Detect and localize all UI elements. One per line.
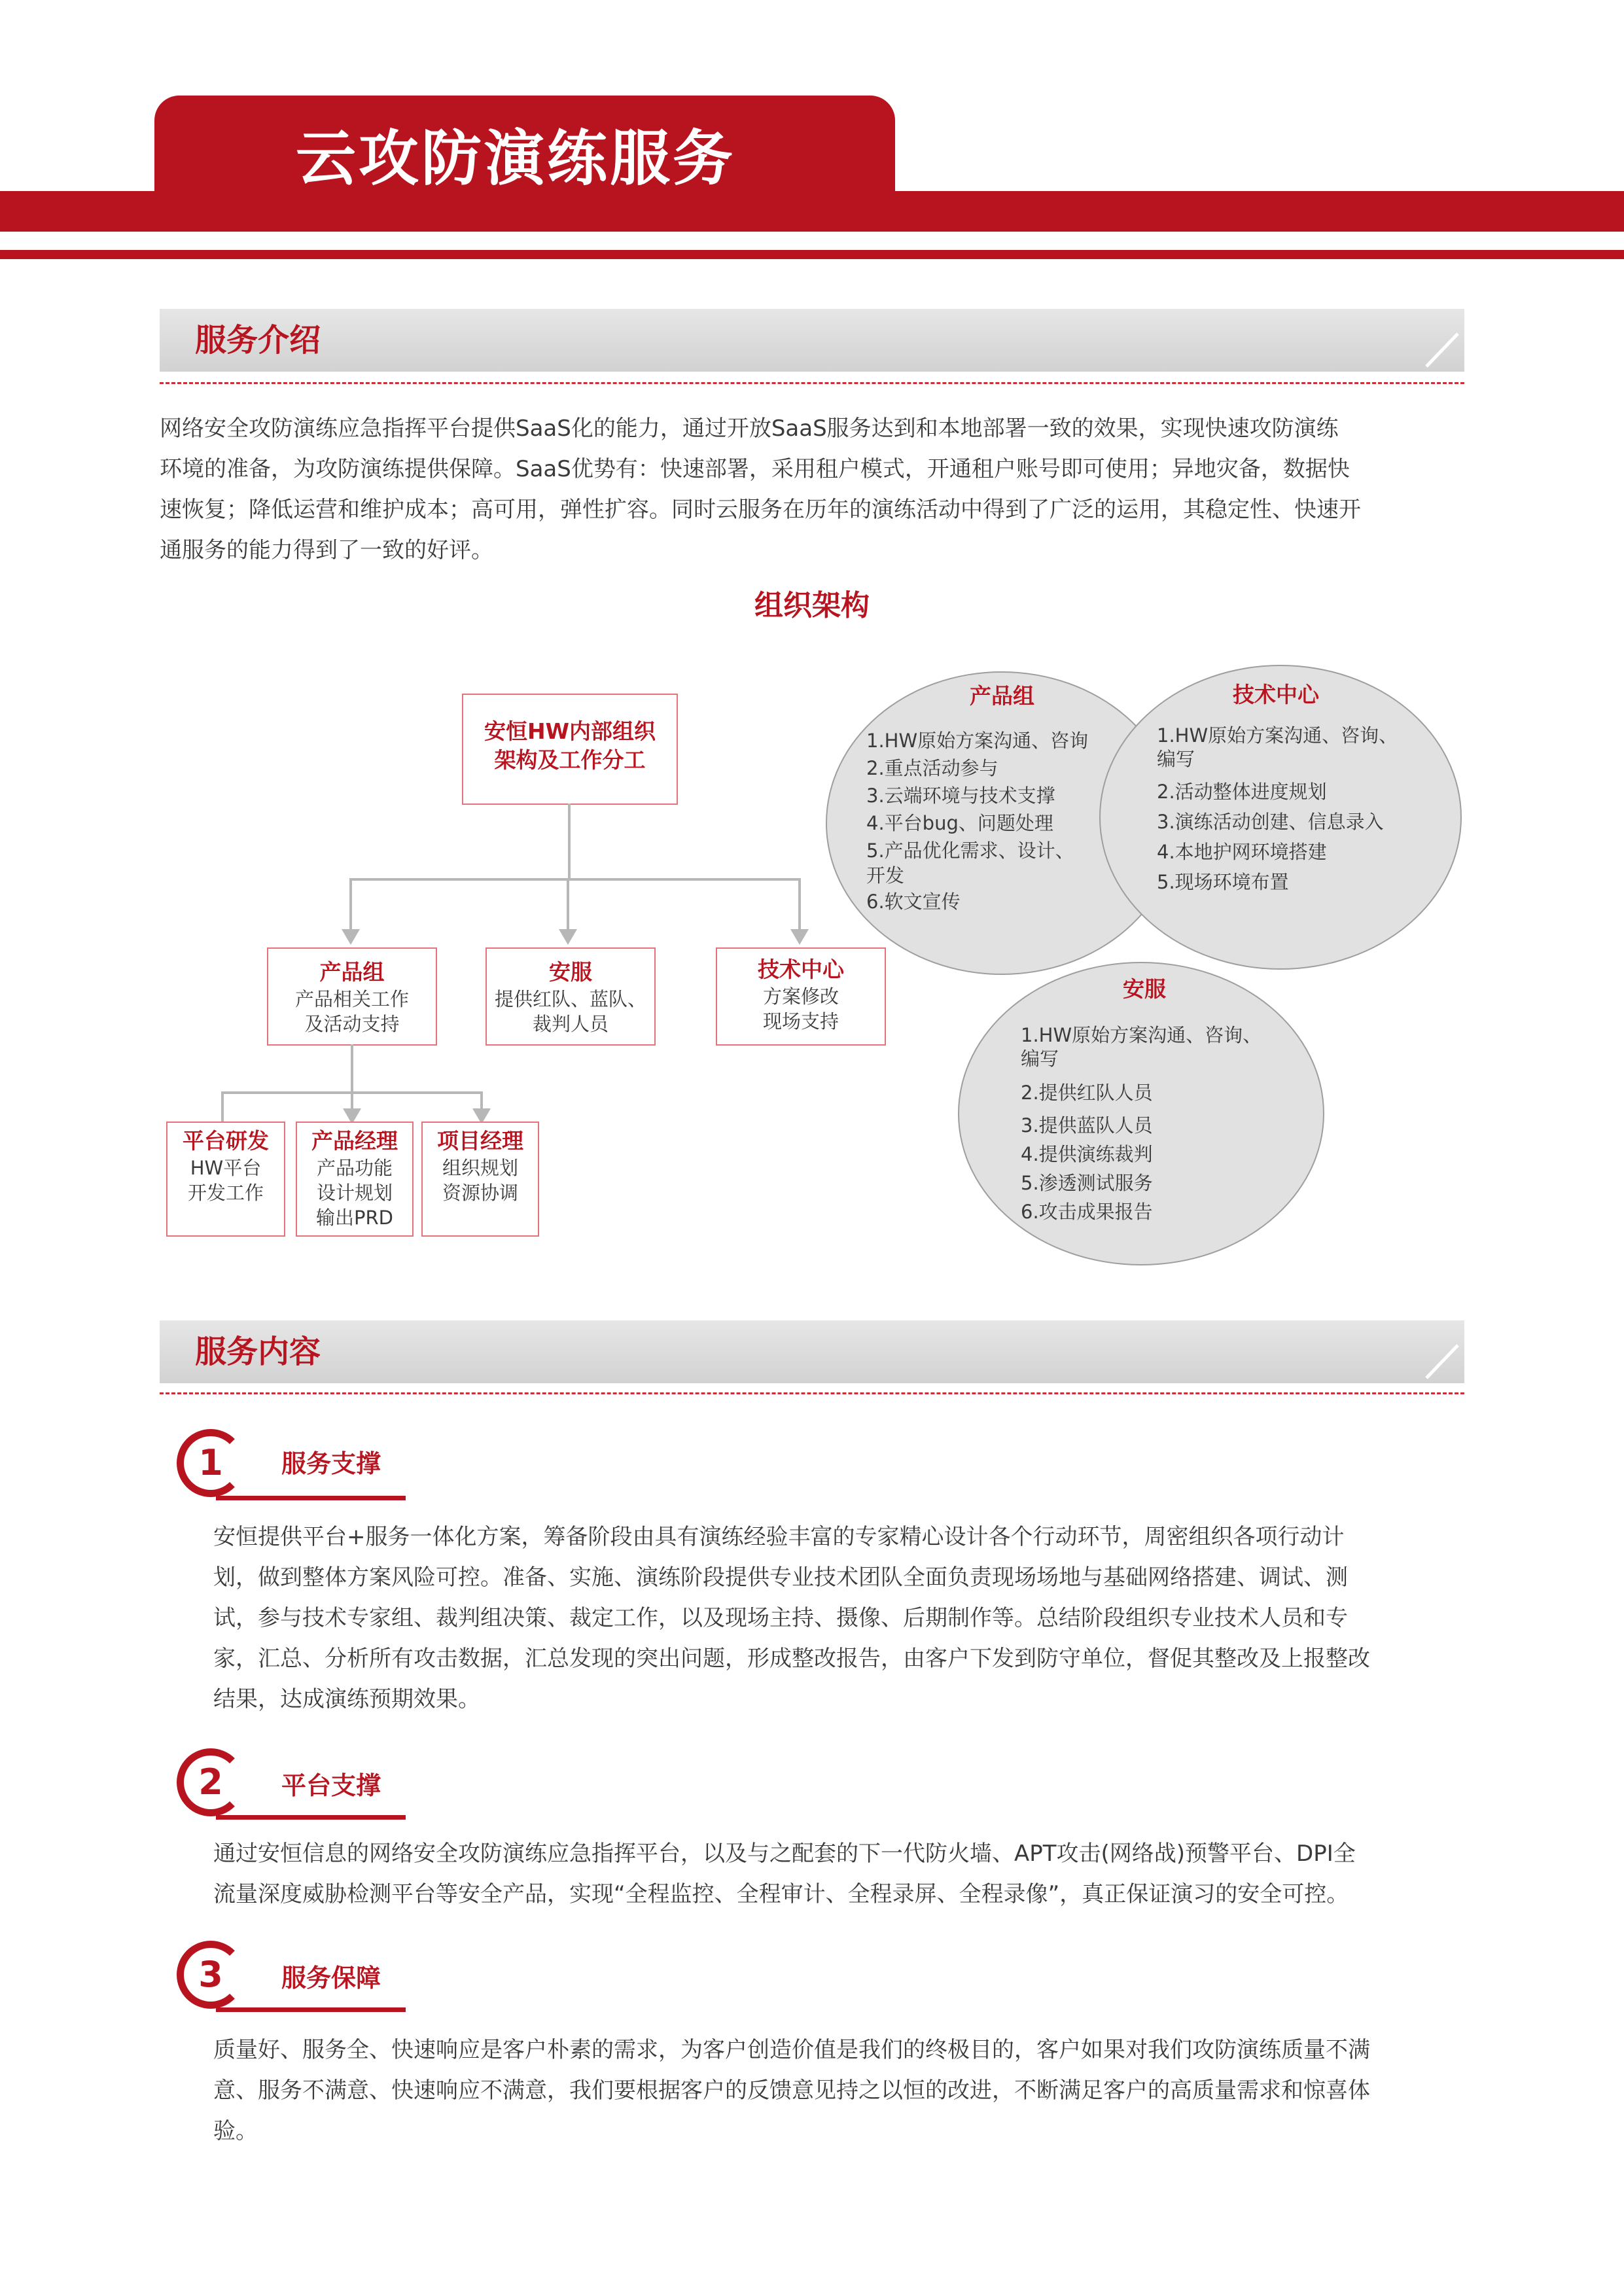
bubble-item: 1.HW原始方案沟通、咨询、 [1157, 724, 1398, 747]
bubble-item: 3.演练活动创建、信息录入 [1157, 811, 1384, 833]
section-divider [160, 382, 1464, 384]
bubble-item: 1.HW原始方案沟通、咨询 [866, 730, 1089, 752]
org-root-line: 安恒HW内部组织 [484, 718, 656, 744]
item-title: 平台支撑 [281, 1771, 381, 1800]
bubble-item: 2.活动整体进度规划 [1157, 781, 1327, 803]
arrow-down-icon [790, 929, 809, 946]
org-box-desc: 组织规划 [442, 1157, 518, 1179]
bubble-title: 安服 [1123, 976, 1166, 1002]
bubble-title: 产品组 [970, 683, 1034, 709]
connector-line [351, 1044, 353, 1093]
org-box-desc: 产品功能 [316, 1157, 393, 1179]
arrow-down-icon [342, 929, 360, 946]
connector-line [349, 878, 801, 881]
org-box-desc: 开发工作 [187, 1182, 264, 1204]
org-box-title: 项目经理 [437, 1128, 523, 1154]
org-box-product-manager [296, 1122, 414, 1237]
number-underline [216, 1815, 406, 1820]
text-line: 结果，达成演练预期效果。 [213, 1686, 480, 1712]
org-box-desc: 方案修改 [762, 985, 839, 1008]
connector-line [221, 1091, 224, 1122]
bubble-item: 5.产品优化需求、设计、 [866, 839, 1074, 862]
text-line: 通服务的能力得到了一致的好评。 [160, 537, 493, 563]
item-title: 服务保障 [281, 1964, 381, 1992]
bubble-item: 4.平台bug、问题处理 [866, 812, 1053, 834]
item-paragraph [213, 1517, 1464, 1720]
org-box-desc: 现场支持 [762, 1010, 839, 1033]
section-title: 服务介绍 [195, 322, 321, 359]
bubble-item: 4.提供演练裁判 [1021, 1143, 1153, 1165]
org-box-project-manager [421, 1122, 539, 1237]
title-banner-band [0, 191, 1624, 232]
org-box-platform-dev [166, 1122, 285, 1237]
text-line: 安恒提供平台+服务一体化方案，筹备阶段由具有演练经验丰富的专家精心设计各个行动环节，周密组织各项行动计 [213, 1524, 1345, 1550]
text-line: 通过安恒信息的网络安全攻防演练应急指挥平台，以及与之配套的下一代防火墙、APT攻击(网络战)预警平台、DPI全 [213, 1841, 1356, 1867]
intro-paragraph [160, 408, 1464, 571]
section-title: 服务内容 [195, 1333, 321, 1370]
arrow-down-icon [559, 929, 577, 946]
org-box-desc: HW平台 [190, 1157, 262, 1179]
org-box-desc: 产品相关工作 [294, 988, 409, 1010]
number-badge-digit: 1 [198, 1442, 223, 1483]
item-title: 服务支撑 [281, 1449, 381, 1478]
org-chart-title: 组织架构 [754, 589, 870, 622]
org-root-box [462, 694, 678, 805]
connector-line [568, 804, 571, 879]
text-line: 家，汇总、分析所有攻击数据，汇总发现的突出问题，形成整改报告，由客户下发到防守单位，督促其整改及上报整改 [213, 1646, 1370, 1672]
number-badge-digit: 3 [198, 1954, 223, 1995]
org-box-desc: 输出PRD [316, 1207, 393, 1229]
corner-slash-decoration [1421, 1326, 1460, 1381]
text-line: 质量好、服务全、快速响应是客户朴素的需求，为客户创造价值是我们的终极目的，客户如果对我们攻防演练质量不满 [213, 2037, 1370, 2063]
org-box-title: 产品组 [319, 959, 385, 985]
title-banner-line [0, 250, 1624, 259]
org-box-security-service [485, 947, 656, 1046]
bubble-item: 5.现场环境布置 [1157, 871, 1289, 893]
section-header-intro [160, 309, 1464, 372]
text-line: 流量深度威胁检测平台等安全产品，实现“全程监控、全程审计、全程录屏、全程录像”，真正保证演习的安全可控。 [213, 1881, 1349, 1907]
text-line: 划，做到整体方案风险可控。准备、实施、演练阶段提供专业技术团队全面负责现场场地与基础网络搭建、调试、测 [213, 1564, 1348, 1591]
bubble-item: 2.重点活动参与 [866, 757, 998, 779]
org-box-title: 平台研发 [183, 1128, 269, 1154]
bubble-item: 编写 [1157, 748, 1195, 770]
number-underline [216, 1496, 406, 1500]
org-box-title: 产品经理 [311, 1128, 398, 1154]
text-line: 环境的准备，为攻防演练提供保障。SaaS优势有：快速部署，采用租户模式，开通租户账号即可使用；异地灾备，数据快 [160, 456, 1350, 482]
text-line: 验。 [213, 2118, 258, 2144]
number-underline [216, 2007, 406, 2012]
bubble-item: 开发 [866, 864, 905, 887]
item-paragraph [213, 2030, 1464, 2151]
text-line: 意、服务不满意、快速响应不满意，我们要根据客户的反馈意见持之以恒的改进，不断满足客户的高质量需求和惊喜体 [213, 2077, 1370, 2104]
text-line: 速恢复；降低运营和维护成本；高可用，弹性扩容。同时云服务在历年的演练活动中得到了广泛的运用，其稳定性、快速开 [160, 497, 1361, 523]
org-box-tech-center [716, 947, 886, 1046]
bubble-item: 1.HW原始方案沟通、咨询、 [1021, 1024, 1262, 1046]
text-line: 试，参与技术专家组、裁判组决策、裁定工作，以及现场主持、摄像、后期制作等。总结阶段组织专业技术人员和专 [213, 1605, 1348, 1631]
org-root-line: 架构及工作分工 [494, 747, 646, 773]
bubble-item: 6.软文宣传 [866, 891, 961, 913]
org-box-desc: 设计规划 [316, 1182, 393, 1204]
bubble-item: 3.云端环境与技术支撑 [866, 785, 1055, 807]
org-box-desc: 及活动支持 [304, 1013, 400, 1035]
bubble-title: 技术中心 [1233, 682, 1319, 707]
text-line: 网络安全攻防演练应急指挥平台提供SaaS化的能力，通过开放SaaS服务达到和本地部署一致的效果，实现快速攻防演练 [160, 415, 1339, 442]
section-header-content [160, 1320, 1464, 1383]
number-badge-digit: 2 [198, 1761, 223, 1803]
bubble-item: 4.本地护网环境搭建 [1157, 841, 1327, 863]
bubble-item: 6.攻击成果报告 [1021, 1201, 1153, 1223]
org-box-title: 安服 [549, 959, 592, 985]
org-box-title: 技术中心 [758, 957, 844, 982]
org-box-desc: 资源协调 [442, 1182, 518, 1204]
page-title: 云攻防演练服务 [296, 124, 736, 194]
org-box-desc: 裁判人员 [532, 1013, 609, 1035]
org-box-product-group [267, 947, 437, 1046]
bubble-item: 编写 [1021, 1048, 1059, 1070]
bubble-item: 5.渗透测试服务 [1021, 1172, 1153, 1194]
item-paragraph [213, 1833, 1464, 1915]
section-divider [160, 1392, 1464, 1394]
bubble-item: 2.提供红队人员 [1021, 1082, 1153, 1104]
bubble-item: 3.提供蓝队人员 [1021, 1114, 1153, 1137]
org-box-desc: 提供红队、蓝队、 [494, 988, 646, 1010]
corner-slash-decoration [1421, 314, 1460, 369]
